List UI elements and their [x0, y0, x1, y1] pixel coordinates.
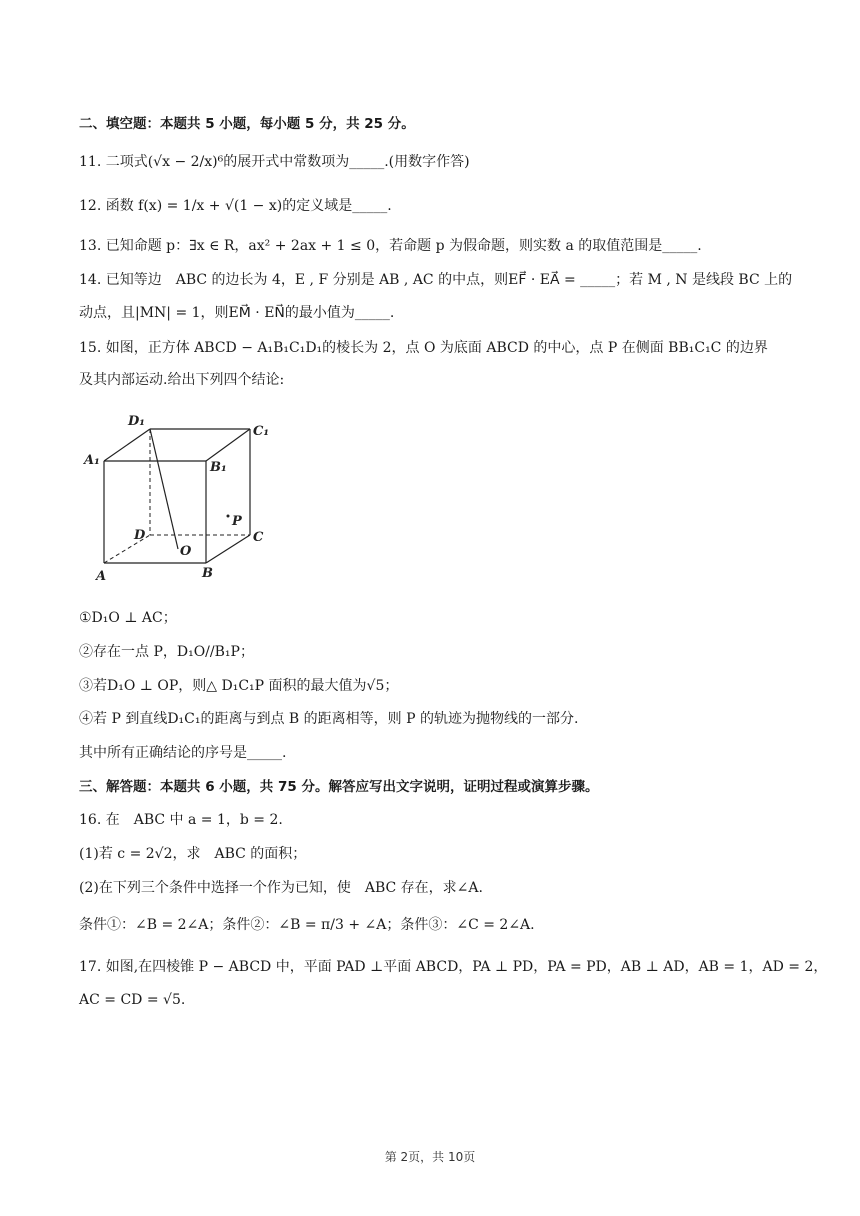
question-15-line-1: 15. 如图，正方体 ABCD − A₁B₁C₁D₁的棱长为 2，点 O 为底面 ABCD 的中心，点 P 在侧面 BB₁C₁C 的边界: [79, 340, 768, 356]
conclusion-3: ③若D₁O ⊥ OP，则△ D₁C₁P 面积的最大值为√5；: [79, 678, 399, 694]
edge-b1c1: [206, 429, 250, 461]
conclusion-2: ②存在一点 P，D₁O//B₁P；: [79, 644, 254, 660]
label-p: P: [232, 514, 242, 529]
question-14-line-2: 动点，且|MN| = 1，则EM⃗ · EN⃗的最小值为_____.: [79, 305, 395, 321]
question-17-line-2: AC = CD = √5.: [79, 992, 186, 1008]
question-16-line-4: 条件①：∠B = 2∠A；条件②：∠B = π/3 + ∠A；条件③：∠C = 2∠A.: [79, 917, 535, 933]
label-b1: B₁: [210, 460, 227, 475]
question-16-line-1: 16. 在 ABC 中 a = 1，b = 2.: [79, 812, 283, 828]
segment-d1o: [150, 429, 178, 549]
conclusion-1: ①D₁O ⊥ AC；: [79, 610, 177, 626]
question-12: 12. 函数 f(x) = 1/x + √(1 − x)的定义域是_____.: [79, 198, 392, 214]
question-15-ask: 其中所有正确结论的序号是_____.: [79, 745, 287, 761]
label-d1: D₁: [128, 414, 145, 429]
page-footer: 第 2页，共 10页: [384, 1150, 476, 1164]
edge-bc: [206, 535, 250, 563]
question-13: 13. 已知命题 p：∃x ∈ R，ax² + 2ax + 1 ≤ 0，若命题 p 为假命题，则实数 a 的取值范围是_____.: [79, 238, 702, 254]
label-a1: A₁: [84, 453, 100, 468]
question-16-line-3: (2)在下列三个条件中选择一个作为已知，使 ABC 存在，求∠A.: [79, 880, 483, 896]
label-c1: C₁: [253, 424, 270, 439]
label-b: B: [202, 566, 213, 581]
question-14-line-1: 14. 已知等边 ABC 的边长为 4，E , F 分别是 AB , AC 的中点，则EF⃗ · EA⃗ = _____；若 M , N 是线段 BC 上的: [79, 272, 793, 288]
question-17-line-1: 17. 如图,在四棱锥 P − ABCD 中，平面 PAD ⊥平面 ABCD，PA ⊥ PD，PA = PD，AB ⊥ AD，AB = 1，AD = 2，: [79, 959, 828, 975]
point-p: [227, 515, 230, 518]
label-o: O: [180, 544, 192, 559]
question-16-line-2: (1)若 c = 2√2，求 ABC 的面积；: [79, 846, 307, 862]
conclusion-4: ④若 P 到直线D₁C₁的距离与到点 B 的距离相等，则 P 的轨迹为抛物线的一部分.: [79, 711, 579, 727]
section-2-header: 二、填空题：本题共 5 小题，每小题 5 分，共 25 分。: [79, 116, 415, 132]
label-c: C: [253, 530, 264, 545]
label-a: A: [96, 569, 107, 584]
label-d: D: [134, 528, 146, 543]
cube-figure: [82, 403, 282, 593]
question-15-line-2: 及其内部运动.给出下列四个结论:: [79, 372, 285, 388]
section-3-header: 三、解答题：本题共 6 小题，共 75 分。解答应写出文字说明，证明过程或演算步骤。: [79, 779, 599, 795]
edge-a1d1: [104, 429, 150, 461]
question-11: 11. 二项式(√x − 2/x)⁶的展开式中常数项为_____.(用数字作答): [79, 154, 470, 170]
